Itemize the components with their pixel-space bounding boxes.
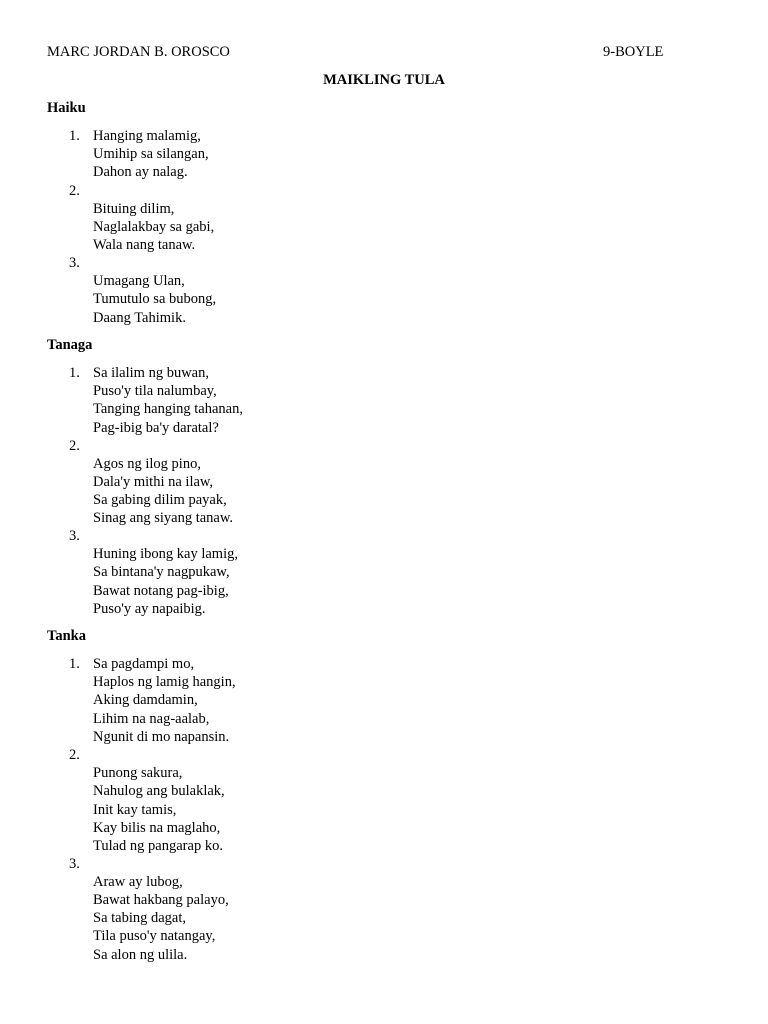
poem-line: Dala'y mithi na ilaw, [93, 473, 214, 490]
poem-line: Init kay tamis, [93, 801, 177, 818]
poem-number: 1. [69, 365, 80, 381]
poem-line: Haplos ng lamig hangin, [93, 674, 236, 691]
poem-line: Sa ilalim ng buwan, [93, 365, 209, 381]
poem-number: 3. [69, 855, 80, 872]
poem-line: Nahulog ang bulaklak, [93, 783, 225, 800]
poem-line: Kay bilis na maglaho, [93, 819, 221, 836]
poem-line: Puso'y ay napaibig. [93, 600, 206, 617]
poem-line: Punong sakura, [93, 765, 183, 782]
poem-line: Ngunit di mo napansin. [93, 728, 230, 745]
poem-number: 3. [69, 255, 80, 271]
poem-line: Umihip sa silangan, [93, 146, 209, 163]
poem-line: Sa tabing dagat, [93, 910, 187, 927]
poem-number: 1. [69, 128, 80, 144]
poem-line: Tulad ng pangarap ko. [93, 838, 223, 854]
poem-line: Lihim na nag-aalab, [93, 710, 210, 727]
poem-line: Tumutulo sa bubong, [93, 291, 217, 308]
poem-line: Sa gabing dilim payak, [93, 492, 227, 509]
section-heading-tanka: Tanka [47, 628, 86, 644]
poem-line: Hanging malamig, [93, 128, 201, 144]
poem-line: Aking damdamin, [93, 692, 198, 709]
poem-line: Sinag ang siyang tanaw. [93, 510, 234, 527]
poem-line: Puso'y tila nalumbay, [93, 383, 217, 400]
poem-line: Sa pagdampi mo, [93, 656, 195, 672]
poem-line: Tanging hanging tahanan, [93, 401, 243, 418]
poem-lines [93, 545, 238, 618]
poem-lines [93, 127, 209, 182]
poem-line: Huning ibong kay lamig, [93, 546, 238, 563]
poem-line: Bituing dilim, [93, 200, 175, 217]
student-name: MARC JORDAN B. OROSCO [47, 44, 230, 60]
poem-line: Pag-ibig ba'y daratal? [93, 419, 219, 436]
poem-line: Agos ng ilog pino, [93, 455, 201, 472]
poem-line: Bawat notang pag-ibig, [93, 582, 229, 599]
poem-line: Dahon ay nalag. [93, 164, 188, 181]
poem-line: Umagang Ulan, [93, 273, 185, 290]
poem-lines [93, 200, 214, 255]
page-title: MAIKLING TULA [323, 72, 445, 88]
poem-line: Araw ay lubog, [93, 873, 183, 890]
poem-line: Bawat hakbang palayo, [93, 891, 229, 908]
poem-line: Tila puso'y natangay, [93, 928, 216, 945]
poem-line: Naglalakbay sa gabi, [93, 218, 215, 235]
section-heading-tanaga: Tanaga [47, 337, 93, 353]
poem-number: 3. [69, 528, 80, 544]
poem-number: 2. [69, 182, 80, 199]
poem-line: Daang Tahimik. [93, 309, 186, 326]
poem-lines [93, 272, 216, 327]
poem-lines [93, 455, 233, 528]
poem-number: 2. [69, 437, 80, 454]
poem-line: Sa bintana'y nagpukaw, [93, 564, 230, 581]
poem-lines [93, 655, 236, 746]
poem-line: Sa alon ng ulila. [93, 946, 188, 963]
poem-number: 1. [69, 656, 80, 672]
section-heading-haiku: Haiku [47, 100, 86, 116]
class-section: 9-BOYLE [603, 44, 664, 60]
poem-line: Wala nang tanaw. [93, 237, 196, 254]
poem-lines [93, 364, 243, 437]
poem-lines [93, 764, 225, 855]
poem-number: 2. [69, 747, 80, 763]
poem-lines [93, 873, 229, 964]
